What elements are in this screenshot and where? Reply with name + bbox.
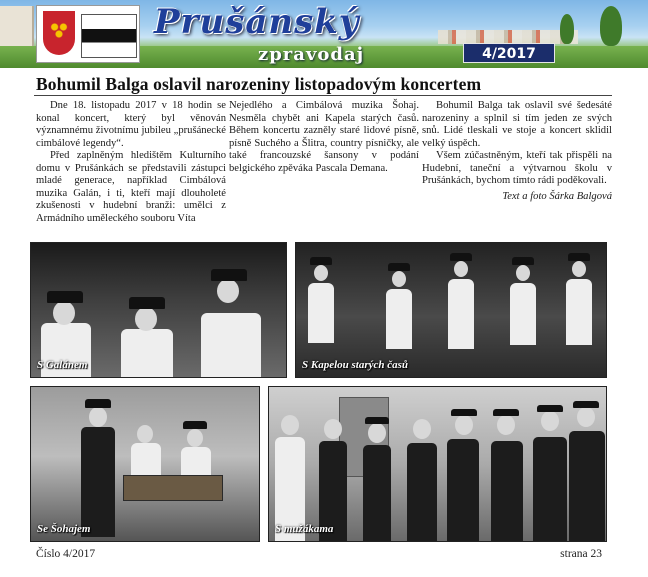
- article-paragraph-continued: Nejedlého a Cimbálová muzika Šohaj. Nesměla chybět ani Kapela starých časů. Během koncertu zazněly staré lidové písně, písně Suchého a Šlitra, country písničky, ale také francouzské šansony v podání belgického zpěváka Pascala Demana.: [229, 100, 419, 174]
- article-column-2: [229, 100, 419, 175]
- photo-galan: [30, 242, 287, 378]
- article-paragraph: Před zaplněným hledištěm Kulturního domu v Prušánkách se představili zástupci mladé generace, například Cimbálová muzika Galán, i ti, kteří mají dlouholeté zkušenosti v hudební branži: umělci z Armádního uměleckého souboru Víta: [36, 150, 226, 224]
- article-paragraph: Dne 18. listopadu 2017 v 18 hodin se konal koncert, který byl věnován významnému životnímu jubileu „prušánecké cimbálové legendy“.: [36, 100, 226, 149]
- photo-kapela: [295, 242, 607, 378]
- masthead-village: [438, 30, 578, 44]
- page-number: strana 23: [560, 548, 602, 560]
- page-footer: [36, 548, 602, 560]
- grapes-icon: [48, 21, 70, 41]
- flag-icon: [81, 14, 137, 58]
- headline-rule: [34, 95, 612, 96]
- masthead-title: Prušánský: [154, 2, 360, 42]
- photo-caption: S Kapelou starých časů: [302, 359, 409, 371]
- article-paragraph: Všem zúčastněným, kteří tak přispěli na Hudební, taneční a výtvarnou školu v Prušánkách, bychom tímto rádi poděkovali.: [422, 150, 612, 186]
- masthead-tree: [560, 14, 574, 44]
- photo-caption: Se Šohajem: [37, 523, 91, 535]
- masthead: [0, 0, 648, 68]
- photo-caption: S Galánem: [37, 359, 88, 371]
- crest-icon: [36, 5, 140, 63]
- photo-caption: S mužákama: [275, 523, 334, 535]
- issue-number: Číslo 4/2017: [36, 548, 96, 560]
- masthead-subtitle: zpravodaj: [258, 44, 365, 65]
- article-paragraph: Bohumil Balga tak oslavil své šedesáté narozeniny a splnil si tím jeden ze svých snů. Lidé tleskali ve stoje a koncert sklidil velký úspěch.: [422, 100, 612, 149]
- photo-sohaj: [30, 386, 260, 542]
- masthead-building: [0, 6, 34, 46]
- article-headline: Bohumil Balga oslavil narozeniny listopadovým koncertem: [36, 74, 482, 94]
- photo-credit: Text a foto Šárka Balgová: [502, 190, 612, 202]
- photo-muzakama: [268, 386, 607, 542]
- article-column-3: [422, 100, 612, 203]
- issue-badge: 4/2017: [463, 43, 555, 63]
- masthead-tree: [600, 6, 622, 46]
- article-column-1: [36, 100, 226, 225]
